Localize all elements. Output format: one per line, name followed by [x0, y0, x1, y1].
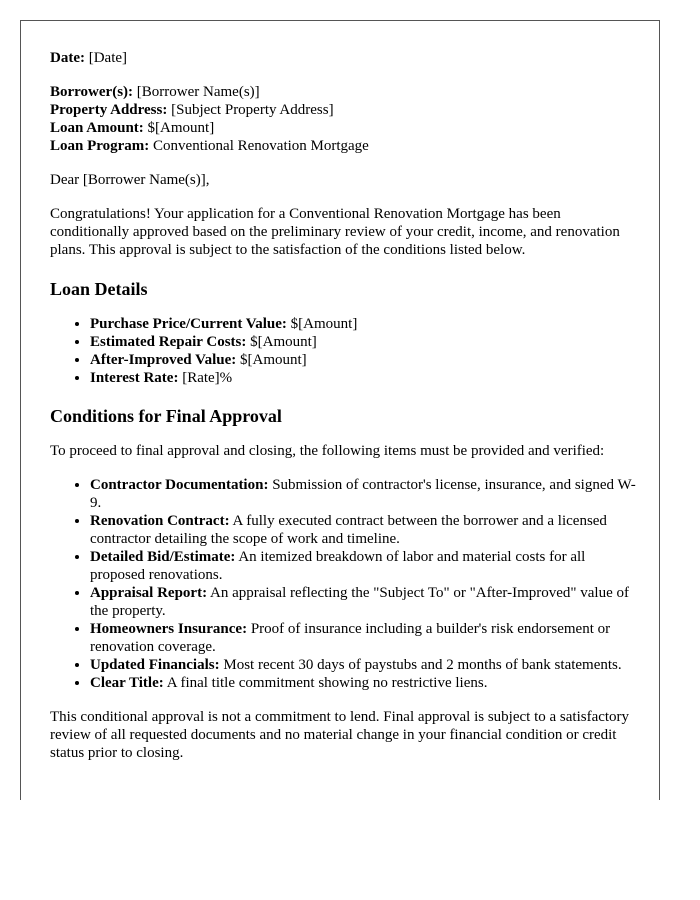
- item-text: Most recent 30 days of paystubs and 2 months of bank statements.: [223, 657, 622, 673]
- item-label: Renovation Contract:: [90, 513, 230, 529]
- letter-content: [50, 49, 640, 762]
- list-item: [90, 315, 640, 333]
- date-value: [Date]: [88, 50, 128, 66]
- list-item: [90, 512, 640, 548]
- item-label: Interest Rate:: [90, 370, 179, 386]
- list-item: [90, 584, 640, 620]
- list-item: [90, 548, 640, 584]
- item-label: Purchase Price/Current Value:: [90, 316, 287, 332]
- borrower-value: [Borrower Name(s)]: [136, 84, 260, 100]
- item-text: An itemized breakdown of labor and material costs for all proposed renovations.: [90, 549, 586, 583]
- list-item: [90, 351, 640, 369]
- amount-label: Loan Amount:: [50, 120, 144, 136]
- item-label: Detailed Bid/Estimate:: [90, 549, 236, 565]
- item-value: $[Amount]: [290, 316, 358, 332]
- item-label: Updated Financials:: [90, 657, 220, 673]
- item-label: Estimated Repair Costs:: [90, 334, 247, 350]
- item-label: After-Improved Value:: [90, 352, 237, 368]
- program-value: Conventional Renovation Mortgage: [153, 138, 369, 154]
- date-line: [50, 49, 640, 67]
- property-line: [50, 101, 640, 119]
- item-text: Proof of insurance including a builder's risk endorsement or renovation coverage.: [90, 621, 611, 655]
- amount-line: [50, 119, 640, 137]
- item-label: Contractor Documentation:: [90, 477, 269, 493]
- list-item: [90, 656, 640, 674]
- program-line: [50, 137, 640, 155]
- conditions-heading: Conditions for Final Approval: [50, 406, 282, 426]
- conditions-list: [50, 476, 640, 692]
- item-text: Submission of contractor's license, insurance, and signed W-9.: [90, 477, 636, 511]
- borrower-line: [50, 83, 640, 101]
- list-item: [90, 369, 640, 387]
- list-item: [90, 620, 640, 656]
- property-value: [Subject Property Address]: [171, 102, 334, 118]
- salutation: Dear [Borrower Name(s)],: [50, 172, 210, 188]
- closing-paragraph: This conditional approval is not a commitment to lend. Final approval is subject to a satisfactory review of all requested documents and no material change in your financial condition or credit status prior to closing.: [50, 709, 630, 761]
- list-item: [90, 674, 640, 692]
- item-value: $[Amount]: [240, 352, 307, 368]
- program-label: Loan Program:: [50, 138, 150, 154]
- item-label: Appraisal Report:: [90, 585, 208, 601]
- item-text: A fully executed contract between the borrower and a licensed contractor detailing the scope of work and timeline.: [90, 513, 607, 547]
- item-label: Homeowners Insurance:: [90, 621, 248, 637]
- item-value: [Rate]%: [182, 370, 233, 386]
- borrower-label: Borrower(s):: [50, 84, 134, 100]
- item-label: Clear Title:: [90, 675, 164, 691]
- item-text: An appraisal reflecting the "Subject To" or "After-Improved" value of the property.: [90, 585, 629, 619]
- loan-details-heading: Loan Details: [50, 279, 148, 299]
- list-item: [90, 333, 640, 351]
- date-label: Date:: [50, 50, 85, 66]
- loan-summary: [50, 83, 640, 155]
- letter-page: [20, 20, 660, 800]
- item-value: $[Amount]: [250, 334, 317, 350]
- amount-value: $[Amount]: [147, 120, 215, 136]
- loan-details-list: [50, 315, 640, 387]
- list-item: [90, 476, 640, 512]
- conditions-intro: To proceed to final approval and closing, the following items must be provided and verified:: [50, 443, 605, 459]
- property-label: Property Address:: [50, 102, 168, 118]
- intro-paragraph: Congratulations! Your application for a Conventional Renovation Mortgage has been conditionally approved based on the preliminary review of your credit, income, and renovation plans. This approval is subject to the satisfaction of the conditions listed below.: [50, 206, 620, 258]
- item-text: A final title commitment showing no restrictive liens.: [166, 675, 488, 691]
